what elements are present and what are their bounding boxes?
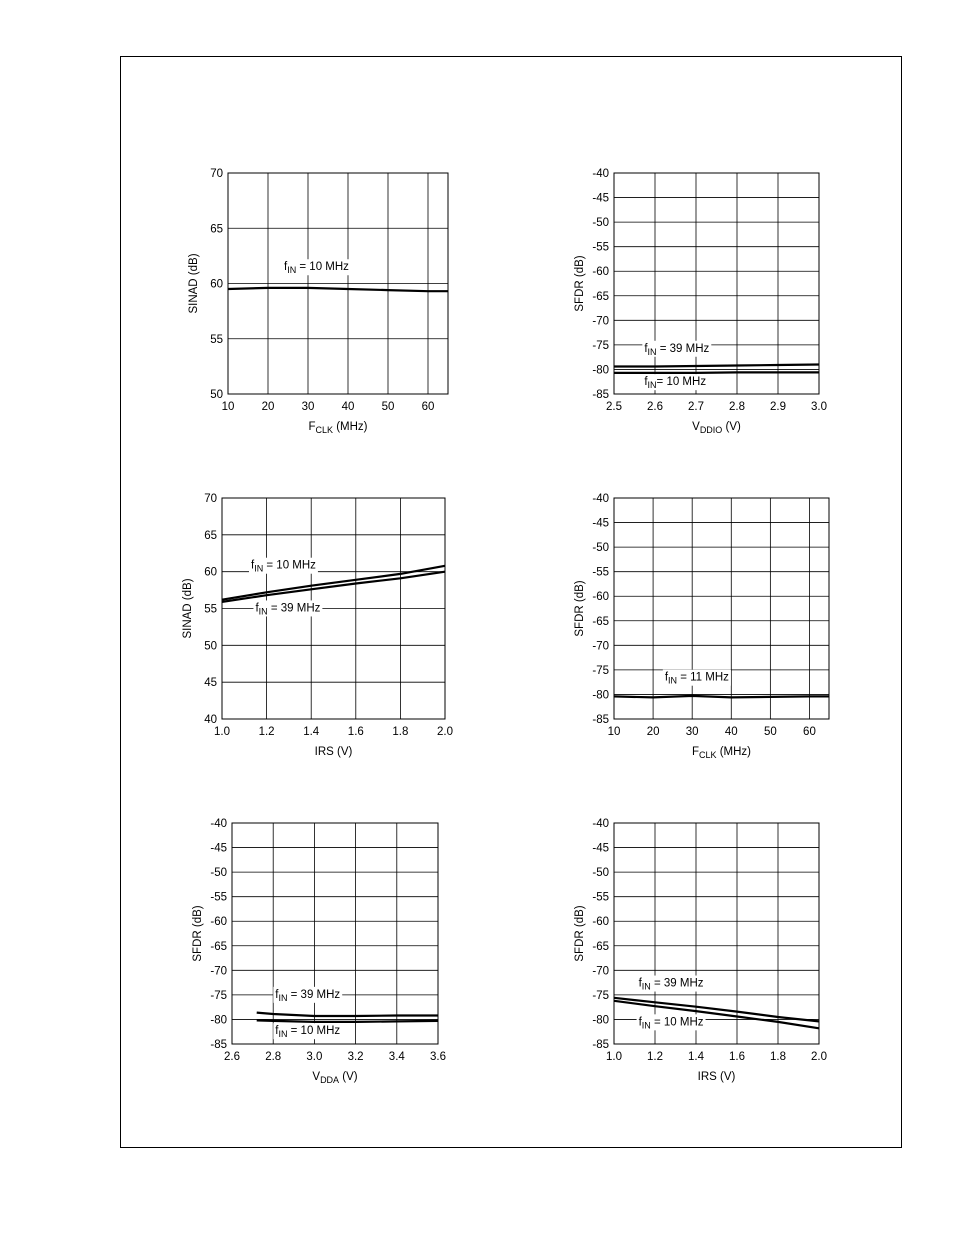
- y-tick-label: -60: [592, 266, 609, 279]
- y-tick-label: -70: [592, 315, 609, 328]
- x-tick-label: 2.0: [811, 1051, 827, 1063]
- y-tick-label: 45: [204, 677, 217, 690]
- y-tick-label: -80: [592, 1014, 609, 1027]
- y-tick-label: 55: [204, 603, 217, 616]
- y-tick-label: -40: [592, 818, 609, 830]
- y-tick-label: -55: [592, 241, 609, 254]
- y-tick-label: -75: [592, 664, 609, 677]
- y-tick-label: -50: [592, 542, 609, 555]
- y-tick-label: -50: [592, 867, 609, 880]
- series-annotation: $f_{IN} = 10$ MHz: [638, 1016, 704, 1031]
- y-tick-label: 50: [210, 389, 223, 401]
- series-annotation: $f_{IN} = 10$ MHz: [275, 1025, 341, 1040]
- y-tick-label: -55: [592, 566, 609, 579]
- y-tick-label: -65: [592, 290, 609, 303]
- x-tick-label: 1.4: [688, 1051, 704, 1063]
- x-tick-label: 60: [803, 726, 816, 738]
- y-axis-label: SFDR (dB): [574, 905, 586, 962]
- y-tick-label: -45: [210, 842, 227, 855]
- x-tick-label: 2.8: [265, 1051, 282, 1063]
- y-axis-label: SINAD (dB): [182, 578, 194, 639]
- y-tick-label: -80: [210, 1014, 227, 1027]
- y-tick-label: -65: [592, 940, 609, 953]
- x-tick-label: 2.9: [770, 401, 786, 413]
- x-tick-label: 2.6: [224, 1051, 240, 1063]
- series-annotation: $f_{IN} = 10$ MHz: [250, 559, 316, 574]
- x-tick-label: 2.0: [437, 726, 453, 738]
- y-tick-label: -85: [592, 389, 609, 401]
- y-tick-label: -65: [592, 615, 609, 628]
- y-tick-label: -40: [210, 818, 227, 830]
- y-tick-label: 55: [210, 333, 223, 346]
- y-tick-label: -75: [592, 989, 609, 1002]
- y-tick-label: -85: [592, 1039, 609, 1051]
- y-tick-label: 65: [210, 223, 223, 236]
- x-tick-label: 1.2: [647, 1051, 663, 1063]
- x-tick-label: 3.2: [347, 1051, 364, 1063]
- x-tick-label: 3.0: [811, 401, 827, 413]
- x-tick-label: 1.0: [606, 1051, 622, 1063]
- x-tick-label: 10: [607, 726, 621, 738]
- x-tick-label: 50: [381, 401, 395, 413]
- x-axis-label: $V_{DDA}$ (V): [312, 1071, 358, 1085]
- series-annotation: $f_{IN} = 11$ MHz: [664, 671, 729, 686]
- y-tick-label: -65: [210, 940, 227, 953]
- y-tick-label: -55: [592, 891, 609, 904]
- y-tick-label: -85: [592, 714, 609, 726]
- y-tick-label: -75: [592, 339, 609, 352]
- y-axis-label: SINAD (dB): [188, 253, 200, 314]
- series-annotation: $f_{IN} = 39$ MHz: [638, 977, 704, 992]
- series-annotation: $f_{IN} = 39$ MHz: [644, 342, 710, 357]
- y-tick-label: -75: [210, 989, 227, 1002]
- x-axis-label: $F_{CLK}$ (MHz): [308, 421, 368, 435]
- y-tick-label: -80: [592, 364, 609, 377]
- x-tick-label: 1.6: [347, 726, 364, 738]
- x-axis-label: $F_{CLK}$ (MHz): [691, 746, 752, 760]
- x-tick-label: 2.6: [647, 401, 663, 413]
- y-tick-label: 65: [204, 529, 217, 542]
- y-tick-label: 40: [204, 714, 217, 726]
- x-tick-label: 50: [763, 726, 777, 738]
- y-tick-label: -40: [592, 168, 609, 180]
- x-tick-label: 3.4: [388, 1051, 405, 1063]
- x-tick-label: 1.8: [770, 1051, 786, 1063]
- series-annotation: $f_{IN} = 39$ MHz: [255, 602, 321, 617]
- x-tick-label: 10: [221, 401, 235, 413]
- x-tick-label: 1.6: [729, 1051, 745, 1063]
- series-annotation: $f_{IN} = 39$ MHz: [275, 988, 341, 1003]
- y-tick-label: 70: [210, 168, 223, 180]
- y-tick-label: 70: [204, 493, 217, 505]
- y-axis-label: SFDR (dB): [574, 255, 586, 312]
- x-tick-label: 1.8: [392, 726, 409, 738]
- y-tick-label: 60: [204, 566, 217, 579]
- y-tick-label: -45: [592, 842, 609, 855]
- plot-area: [614, 823, 819, 1044]
- y-axis-label: SFDR (dB): [574, 580, 586, 637]
- x-axis-label: IRS (V): [314, 746, 353, 758]
- x-axis-label: $V_{DDIO}$ (V): [692, 421, 741, 435]
- x-tick-label: 3.0: [306, 1051, 323, 1063]
- y-tick-label: -70: [592, 640, 609, 653]
- x-axis-label: IRS (V): [697, 1071, 736, 1083]
- series-annotation: $f_{IN} = 10$ MHz: [284, 261, 349, 276]
- y-tick-label: 60: [210, 278, 223, 291]
- x-tick-label: 60: [421, 401, 435, 413]
- y-tick-label: -70: [210, 965, 227, 978]
- y-tick-label: -45: [592, 192, 609, 205]
- x-tick-label: 40: [724, 726, 738, 738]
- x-tick-label: 30: [685, 726, 699, 738]
- y-axis-label: SFDR (dB): [192, 905, 204, 962]
- x-tick-label: 1.2: [258, 726, 275, 738]
- x-tick-label: 20: [646, 726, 660, 738]
- y-tick-label: 50: [204, 640, 217, 653]
- y-tick-label: -70: [592, 965, 609, 978]
- y-tick-label: -80: [592, 689, 609, 702]
- x-tick-label: 40: [341, 401, 355, 413]
- y-tick-label: -60: [592, 591, 609, 604]
- x-tick-label: 2.5: [606, 401, 622, 413]
- y-tick-label: -50: [592, 217, 609, 230]
- y-tick-label: -85: [210, 1039, 227, 1051]
- x-tick-label: 2.7: [688, 401, 704, 413]
- series-annotation: $f_{IN}= 10$ MHz: [644, 376, 707, 391]
- y-tick-label: -45: [592, 517, 609, 530]
- x-tick-label: 1.4: [303, 726, 320, 738]
- x-tick-label: 1.0: [214, 726, 230, 738]
- y-tick-label: -40: [592, 493, 609, 505]
- y-tick-label: -55: [210, 891, 227, 904]
- x-tick-label: 2.8: [729, 401, 745, 413]
- x-tick-label: 20: [261, 401, 275, 413]
- x-tick-label: 3.6: [430, 1051, 446, 1063]
- y-tick-label: -60: [210, 916, 227, 929]
- y-tick-label: -50: [210, 867, 227, 880]
- y-tick-label: -60: [592, 916, 609, 929]
- x-tick-label: 30: [301, 401, 315, 413]
